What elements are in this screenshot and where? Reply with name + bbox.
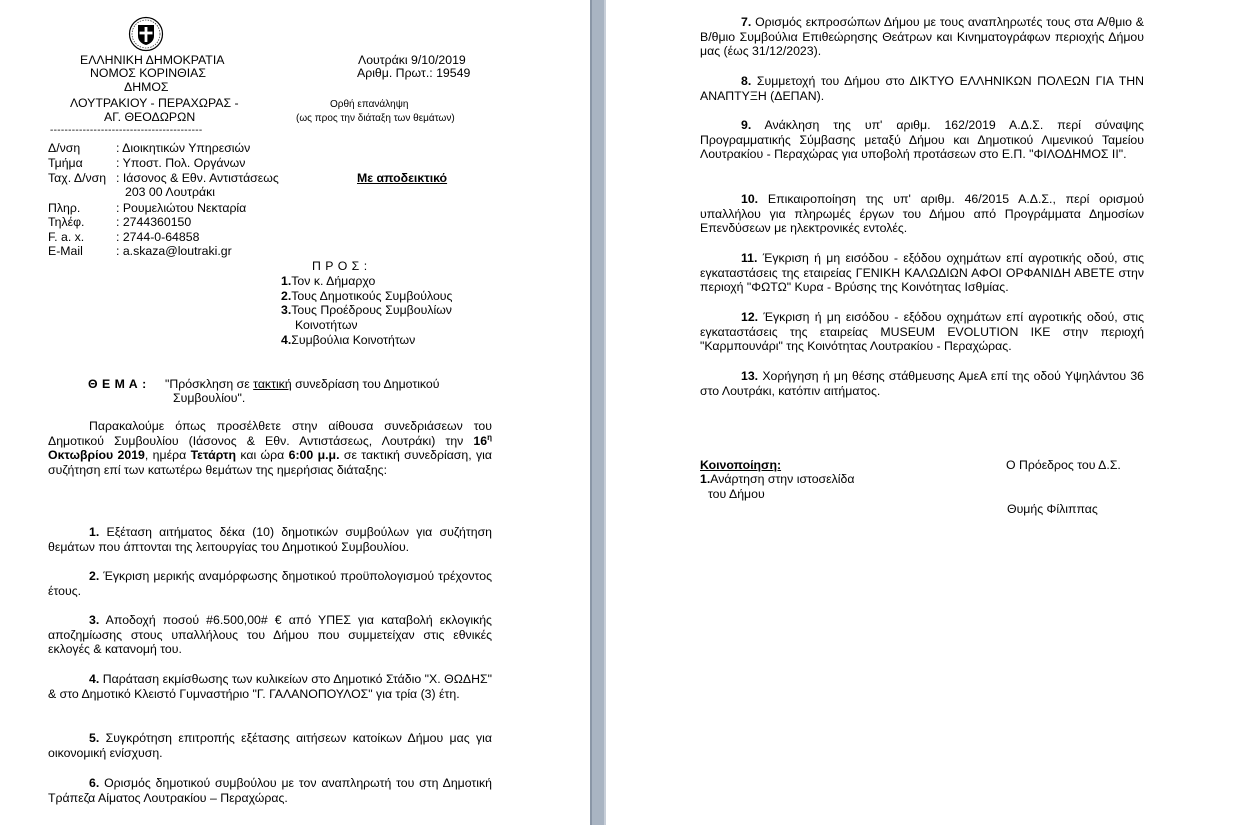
contact-value: : Ρουμελιώτου Νεκταρία [116,201,247,215]
recipient-item: 1.Τον κ. Δήμαρχο [281,274,376,288]
agenda-item: 8. Συμμετοχή του Δήμου στο ΔΙΚΤΥΟ ΕΛΛΗΝΙΚΩΝ ΠΟΛΕΩΝ ΓΙΑ ΤΗΝ ΑΝΑΠΤΥΞΗ (ΔΕΠΑΝ). [700,74,1144,103]
contact-value: : 2744360150 [116,215,192,229]
subject-text: "Πρόσκληση σε τακτική συνεδρίαση του Δημοτικού [165,377,440,391]
agenda-item: 1. Εξέταση αιτήματος δέκα (10) δημοτικών συμβούλων για συζήτηση θεμάτων που άπτονται της λειτουργίας του Δημοτικού Συμβουλίου. [48,525,492,554]
header-separator: ------------------------------------------ [50,125,203,136]
cc-label: Κοινοποίηση: [700,458,782,472]
president-title: Ο Πρόεδρος του Δ.Σ. [1006,458,1121,472]
contact-label: Πληρ. [48,201,81,215]
header-line-republic: ΕΛΛΗΝΙΚΗ ΔΗΜΟΚΡΑΤΙΑ [80,53,225,67]
agenda-item: 6. Ορισμός δημοτικού συμβούλου με τον αναπληρωτή του στη Δημοτική Τράπεζα Αίματος Λουτρακίου – Περαχώρας. [48,776,492,805]
header-line-municipality: ΔΗΜΟΣ [124,80,169,94]
header-line-municipality-name-2: ΑΓ. ΘΕΟΔΩΡΩΝ [104,110,196,124]
invitation-paragraph: Παρακαλούμε όπως προσέλθετε στην αίθουσα συνεδριάσεων του Δημοτικού Συμβουλίου (Ιάσονος & Εθν. Αντιστάσεως, Λουτράκι) την $16^\eta$ Οκτωβρίου 2019, ημέρα Τετάρτη και ώρα 6:00 μ.μ. σε τακτική συνεδρίαση, για συζήτηση επί των κατωτέρω θεμάτων της ημερήσιας διάταξης: [48,419,493,477]
contact-value: : 2744-0-64858 [116,230,200,244]
agenda-item: 2. Έγκριση μερικής αναμόρφωσης δημοτικού προϋπολογισμού τρέχοντος έτους. [48,569,492,598]
contact-label: Ταχ. Δ/νση [48,171,107,185]
page-gap [590,0,606,825]
protocol-number: Αριθμ. Πρωτ.: 19549 [357,66,471,80]
contact-value: : Διοικητικών Υπηρεσιών [116,141,251,155]
document-page-right [606,0,1244,825]
contact-value-postcode: 203 00 Λουτράκι [125,185,215,199]
president-name: Θυμής Φίλιππας [1007,502,1098,516]
agenda-item: 9. Ανάκληση της υπ' αριθμ. 162/2019 Α.Δ.Σ. περί σύναψης Προγραμματικής Σύμβασης μεταξύ Δήμου και Δημοτικού Λιμενικού Ταμείου Λουτρακίου - Περαχώρας για υποβολή προτάσεων στο Ε.Π. "ΦΙΛΟΔΗΜΟΣ ΙΙ". [700,118,1144,162]
recipient-item: 2.Τους Δημοτικούς Συμβούλους [281,289,453,303]
recipient-item: 3.Τους Προέδρους Συμβουλίων [281,303,452,317]
agenda-item: 4. Παράταση εκμίσθωσης των κυλικείων στο Δημοτικό Στάδιο "Χ. ΘΩΔΗΣ" & στο Δημοτικό Κλειστό Γυμναστήριο "Γ. ΓΑΛΑΝΟΠΟΥΛΟΣ" για τρία (3) έτη. [48,672,492,701]
cc-item-continued: του Δήμου [708,487,765,501]
delivery-method: Με αποδεικτικό [357,171,448,185]
document-date: Λουτράκι 9/10/2019 [358,53,466,67]
repeat-notice: Ορθή επανάληψη [330,99,409,110]
header-line-municipality-name: ΛΟΥΤΡΑΚΙΟΥ - ΠΕΡΑΧΩΡΑΣ - [70,96,239,110]
subject-label: Θ Ε Μ Α : [88,377,147,391]
agenda-item: 10. Επικαιροποίηση της υπ' αριθμ. 46/2015 Α.Δ.Σ., περί ορισμού υπαλλήλου για πληρωμές έργων του Δήμου από Προγράμματα Δημοσίων Επενδύσεων με ηλεκτρονικές εντολές. [700,192,1144,236]
contact-label: E-Mail [48,244,83,258]
recipients-title: Π Ρ Ο Σ : [312,259,368,273]
header-line-prefecture: ΝΟΜΟΣ ΚΟΡΙΝΘΙΑΣ [90,66,206,80]
contact-value: : Ιάσονος & Εθν. Αντιστάσεως [116,171,279,185]
contact-value-email: : a.skaza@loutraki.gr [116,244,232,258]
agenda-item: 13. Χορήγηση ή μη θέσης στάθμευσης ΑμεΑ επί της οδού Υψηλάντου 36 στο Λουτράκι, κατόπιν αιτήματος. [700,369,1144,398]
greek-coat-of-arms-emblem [128,16,164,52]
agenda-item: 5. Συγκρότηση επιτροπής εξέτασης αιτήσεων κατοίκων Δήμου μας για οικονομική ενίσχυση. [48,731,492,760]
cc-item: 1.Ανάρτηση στην ιστοσελίδα [700,472,855,486]
subject-text-line2: Συμβουλίου". [173,391,246,405]
repeat-notice-detail: (ως προς την διάταξη των θεμάτων) [296,113,455,124]
document-page-left [0,0,590,825]
contact-label: Τηλέφ. [48,215,85,229]
contact-label: F. a. x. [48,230,85,244]
agenda-item: 12. Έγκριση ή μη εισόδου - εξόδου οχημάτων επί αγροτικής οδού, στις εγκαταστάσεις της εταιρείας MUSEUM EVOLUTION IKE στην περιοχή "Καρμπουνάρι" της Κοινότητας Λουτρακίου - Περαχώρας. [700,310,1144,354]
recipient-item: 4.Συμβούλια Κοινοτήτων [281,333,416,347]
contact-value: : Υποστ. Πολ. Οργάνων [116,156,246,170]
agenda-item: 7. Ορισμός εκπροσώπων Δήμου με τους αναπληρωτές τους στα Α/θμιο & Β/θμιο Συμβούλια Επιθεώρησης Θεάτρων και Κινηματογράφων περιοχής Δήμου μας (έως 31/12/2023). [700,15,1144,59]
agenda-item: 11. Έγκριση ή μη εισόδου - εξόδου οχημάτων επί αγροτικής οδού, στις εγκαταστάσεις της εταιρείας ΓΕΝΙΚΗ ΚΑΛΩΔΙΩΝ ΑΦΟΙ ΟΡΦΑΝΙΔΗ ΑΒΕΤΕ στην περιοχή "ΦΩΤΩ" Κυρα - Βρύσης της Κοινότητας Ισθμίας. [700,251,1144,295]
recipient-item-continued: Κοινοτήτων [295,318,358,332]
agenda-item: 3. Αποδοχή ποσού #6.500,00# € από ΥΠΕΣ για καταβολή εκλογικής αποζημίωσης στους υπαλλήλους του Δήμου που συμμετείχαν στις εθνικές εκλογές & κατανομή του. [48,613,492,657]
contact-label: Τμήμα [48,156,83,170]
contact-label: Δ/νση [48,141,81,155]
